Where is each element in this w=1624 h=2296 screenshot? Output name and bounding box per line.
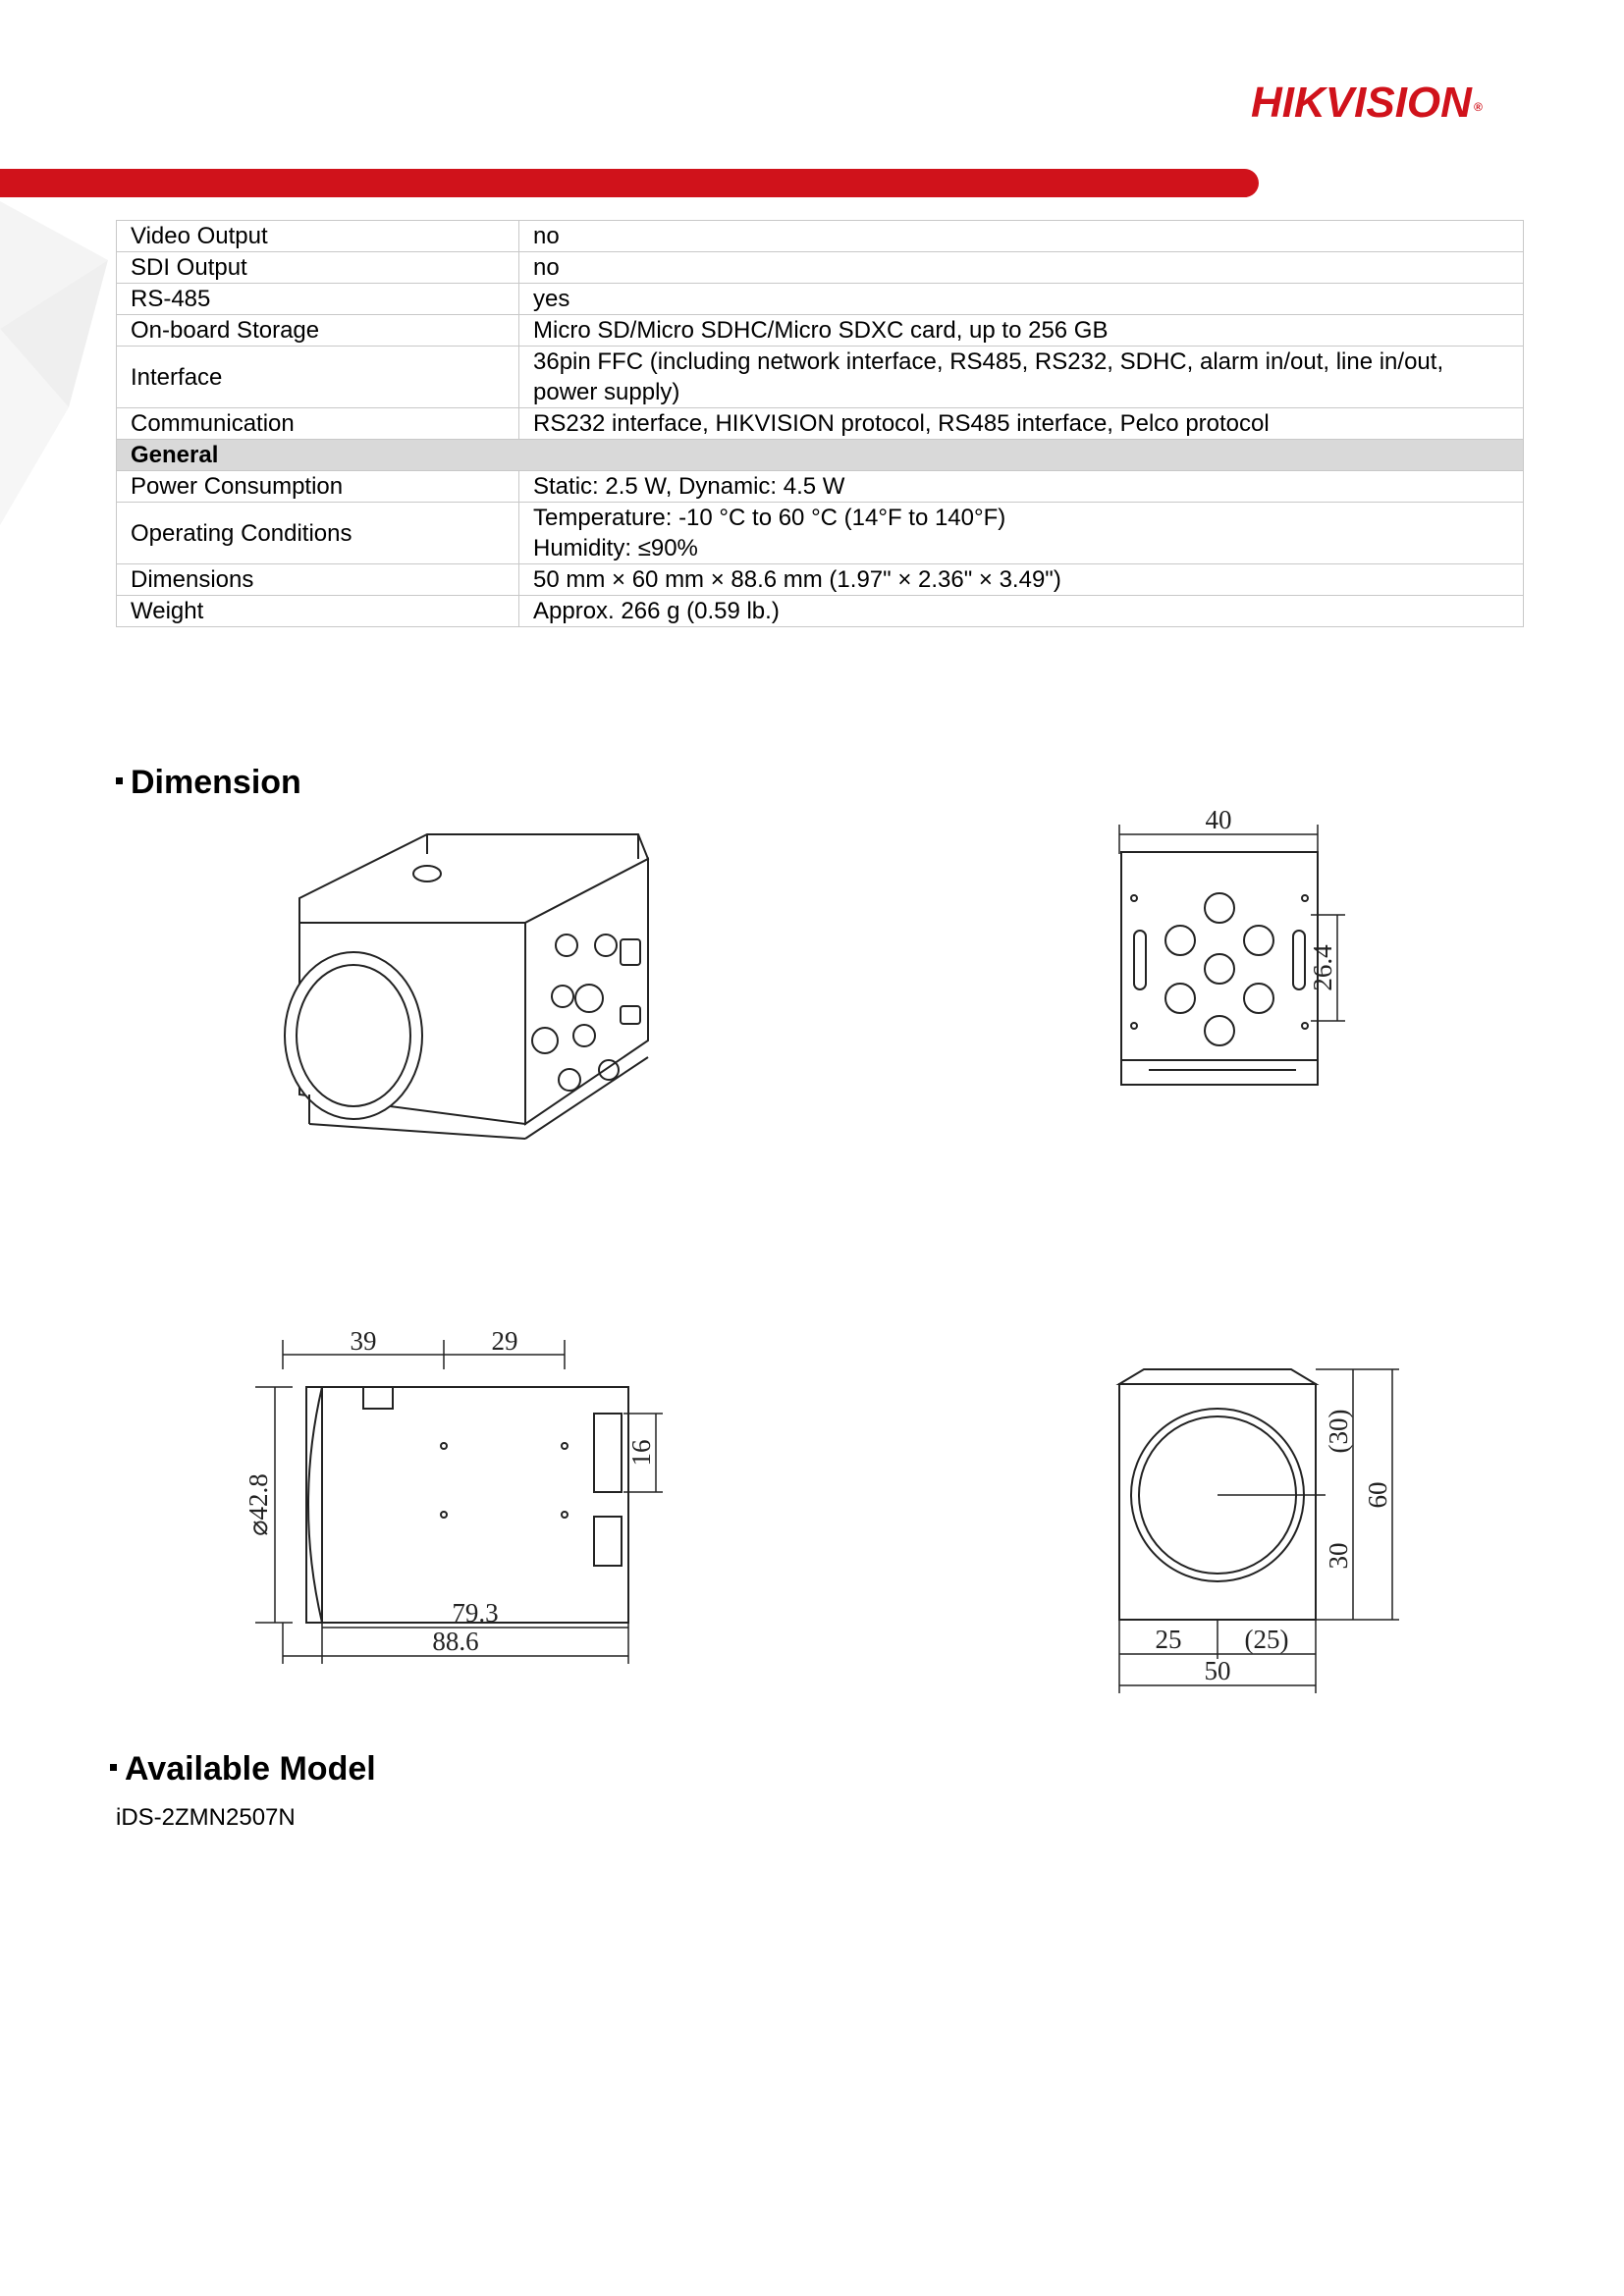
spec-value — [519, 408, 1524, 440]
spec-row — [117, 315, 1524, 347]
camera-isometric-drawing — [250, 800, 663, 1163]
spec-label: RS-485 — [117, 284, 519, 315]
spec-label: SDI Output — [117, 252, 519, 284]
side-inner-length-label: 79.3 — [452, 1598, 499, 1628]
spec-row — [117, 564, 1524, 596]
front-height-label: 26.4 — [1308, 944, 1337, 991]
spec-value — [519, 564, 1524, 596]
spec-row — [117, 252, 1524, 284]
spec-value-line: Approx. 266 g (0.59 lb.) — [533, 598, 780, 624]
rear-left-width-label: 25 — [1155, 1625, 1182, 1654]
bullet-square — [116, 777, 123, 784]
specifications-table — [116, 220, 1524, 627]
available-model-heading: Available Model — [110, 1749, 376, 1789]
logo-wordmark: HIKVISION — [1251, 79, 1472, 127]
spec-value-line: 36pin FFC (including network interface, RS485, RS232, SDHC, alarm in/out, line in/out, — [533, 348, 1444, 375]
spec-value — [519, 221, 1524, 252]
spec-label: Operating Conditions — [117, 503, 519, 564]
section-row — [117, 440, 1524, 471]
spec-row — [117, 408, 1524, 440]
spec-value-line: Humidity: ≤90% — [533, 535, 698, 561]
registered-mark: ® — [1473, 100, 1483, 114]
spec-value — [519, 252, 1524, 284]
spec-value-line: no — [533, 223, 560, 249]
spec-row — [117, 221, 1524, 252]
spec-value — [519, 284, 1524, 315]
rear-right-width-label: (25) — [1244, 1625, 1289, 1654]
spec-label: Communication — [117, 408, 519, 440]
spec-label: Video Output — [117, 221, 519, 252]
front-view-drawing — [1100, 805, 1375, 1119]
spec-value-line: RS232 interface, HIKVISION protocol, RS485 interface, Pelco protocol — [533, 410, 1270, 437]
bullet-square — [110, 1764, 117, 1771]
rear-total-width-label: 50 — [1204, 1656, 1231, 1685]
side-view-drawing — [236, 1320, 668, 1674]
rear-total-height-label: 60 — [1363, 1481, 1392, 1509]
spec-label: On-board Storage — [117, 315, 519, 347]
side-diameter-label: ⌀42.8 — [244, 1473, 273, 1536]
spec-value — [519, 596, 1524, 627]
spec-value — [519, 471, 1524, 503]
background-decoration — [0, 201, 128, 525]
spec-row — [117, 503, 1524, 564]
spec-value-line: Temperature: -10 °C to 60 °C (14°F to 140°F) — [533, 505, 1006, 531]
header-red-bar — [0, 169, 1259, 197]
rear-upper-half-label: (30) — [1324, 1409, 1353, 1454]
spec-value-line: Static: 2.5 W, Dynamic: 4.5 W — [533, 473, 845, 500]
spec-row — [117, 284, 1524, 315]
spec-value — [519, 315, 1524, 347]
spec-value — [519, 347, 1524, 408]
rear-lower-half-label: 30 — [1324, 1542, 1353, 1570]
spec-value-line: 50 mm × 60 mm × 88.6 mm (1.97" × 2.36" × 3.49") — [533, 566, 1061, 593]
spec-label: Power Consumption — [117, 471, 519, 503]
spec-label: Weight — [117, 596, 519, 627]
spec-row — [117, 596, 1524, 627]
side-height-label: 16 — [626, 1439, 656, 1467]
spec-label: Dimensions — [117, 564, 519, 596]
side-top-left-label: 39 — [350, 1326, 377, 1356]
side-total-length-label: 88.6 — [432, 1627, 479, 1656]
spec-value-line: power supply) — [533, 379, 680, 405]
hikvision-logo — [1251, 79, 1561, 128]
rear-view-drawing — [1100, 1360, 1414, 1693]
section-fill — [519, 440, 1524, 471]
spec-value-line: no — [533, 254, 560, 281]
side-top-right-label: 29 — [491, 1326, 518, 1356]
spec-row — [117, 471, 1524, 503]
spec-value-line: yes — [533, 286, 570, 312]
spec-row — [117, 347, 1524, 408]
dimension-heading: Dimension — [116, 763, 301, 802]
spec-label: Interface — [117, 347, 519, 408]
model-name: iDS-2ZMN2507N — [116, 1804, 296, 1831]
spec-value-line: Micro SD/Micro SDHC/Micro SDXC card, up to 256 GB — [533, 317, 1109, 344]
section-title: General — [117, 440, 519, 471]
spec-value — [519, 503, 1524, 564]
front-width-label: 40 — [1205, 805, 1232, 834]
